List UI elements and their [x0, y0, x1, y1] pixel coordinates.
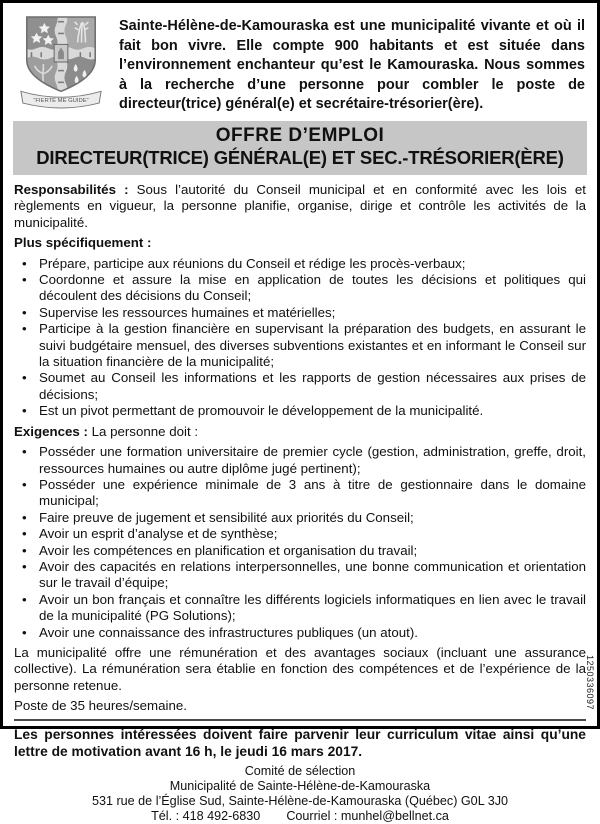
list-item: • Avoir un bon français et connaître les différents logiciels informatiques en lien avec le travail de la municipalité (PG Solutions); — [14, 592, 586, 625]
crest-motto: “FIERTÉ ME GUIDE” — [33, 98, 89, 105]
ad-body — [3, 182, 597, 824]
list-item: • Coordonne et assure la mise en application de toutes les décisions et politiques qui découlent des décisions du Conseil; — [14, 272, 586, 305]
bullet-icon: • — [22, 444, 27, 460]
contact-phone-email — [14, 809, 586, 824]
contact-address: 531 rue de l’Église Sud, Sainte-Hélène-de-Kamouraska (Québec) G0L 3J0 — [91, 793, 509, 808]
list-item: • Avoir un esprit d’analyse et de synthèse; — [14, 526, 586, 542]
bullet-icon: • — [22, 370, 27, 386]
bullet-icon: • — [22, 509, 27, 525]
contact-email: Courriel : munhel@bellnet.ca — [286, 808, 449, 823]
municipal-coat-of-arms — [17, 13, 105, 116]
list-item: • Est un pivot permettant de promouvoir le développement de la municipalité. — [14, 403, 586, 419]
list-item: • Participe à la gestion financière en supervisant la préparation des budgets, en assurant le suivi budgétaire mensuel, des diverses subventions existantes et en informant le Conseil sur la situation financière de la municipalité; — [14, 321, 586, 370]
classified-ad-number: 1250336097 — [585, 655, 595, 711]
title-banner — [13, 121, 587, 175]
contact-phone: Tél. : 418 492-6830 — [151, 808, 261, 823]
exigences-heading — [14, 424, 586, 440]
bullet-icon: • — [22, 403, 27, 419]
list-item: • Faire preuve de jugement et sensibilité aux priorités du Conseil; — [14, 510, 586, 526]
coat-of-arms-icon — [17, 13, 105, 111]
bullet-icon: • — [22, 558, 27, 574]
list-item: • Posséder une formation universitaire de premier cycle (gestion, administration, greffe, droit, ressources humaines ou autre diplôme jugé pertinent); — [14, 444, 586, 477]
banner-title: OFFRE D’EMPLOI — [215, 125, 385, 146]
exigences-label: Exigences : — [14, 423, 88, 439]
responsabilites-text: Sous l’autorité du Conseil municipal et en conformité avec les lois et règlements en vigueur, la personne planifie, organise, dirige et contrôle les activités de la municipalité. — [14, 182, 586, 230]
bullet-icon: • — [22, 321, 27, 337]
header — [3, 3, 597, 116]
bullet-icon: • — [22, 304, 27, 320]
contact-municipality: Municipalité de Sainte-Hélène-de-Kamouraska — [169, 778, 431, 793]
bullet-icon: • — [22, 591, 27, 607]
list-item: • Avoir les compétences en planification et organisation du travail; — [14, 543, 586, 559]
intro-paragraph: Sainte-Hélène-de-Kamouraska est une municipalité vivante et où il fait bon vivre. Elle compte 900 habitants et est située dans l’environnement enchanteur qu’est le Kamouraska. Nous sommes à la recherche d’une personne pour combler le poste de directeur(trice) général(e) et secrétaire-trésorier(ère). — [119, 18, 585, 112]
list-item: • Avoir des capacités en relations interpersonnelles, une bonne communication et orientation sur le travail d’équipe; — [14, 559, 586, 592]
bullet-icon: • — [22, 255, 27, 271]
bullet-icon: • — [22, 542, 27, 558]
list-item: • Prépare, participe aux réunions du Conseil et rédige les procès-verbaux; — [14, 256, 586, 272]
poste-line: Poste de 35 heures/semaine. — [14, 698, 187, 714]
list-item: • Posséder une expérience minimale de 3 ans à titre de gestionnaire dans le domaine municipal; — [14, 477, 586, 510]
list-item: • Avoir une connaissance des infrastructures publiques (un atout). — [14, 625, 586, 641]
contact-block — [14, 764, 586, 824]
list-item: • Soumet au Conseil les informations et les rapports de gestion nécessaires aux prises de décisions; — [14, 370, 586, 403]
divider-rule — [14, 719, 586, 721]
plus-specifiquement-list — [14, 256, 586, 420]
closing-paragraph: Les personnes intéressées doivent faire parvenir leur curriculum vitae ainsi qu’une lettre de motivation avant 16 h, le jeudi 16 mars 2017. — [14, 726, 586, 759]
bullet-icon: • — [22, 272, 27, 288]
banner-subtitle: DIRECTEUR(TRICE) GÉNÉRAL(E) ET SEC.-TRÉSORIER(ÈRE) — [36, 147, 564, 168]
bullet-icon: • — [22, 624, 27, 640]
plus-specifiquement-heading: Plus spécifiquement : — [14, 235, 152, 251]
exigences-intro: La personne doit : — [91, 423, 199, 439]
list-item: • Supervise les ressources humaines et matérielles; — [14, 305, 586, 321]
bullet-icon: • — [22, 476, 27, 492]
responsabilites-label: Responsabilités : — [14, 182, 129, 197]
bullet-icon: • — [22, 526, 27, 542]
responsabilites-paragraph — [14, 182, 586, 231]
remuneration-paragraph: La municipalité offre une rémunération et des avantages sociaux (incluant une assurance collective). La rémunération sera établie en fonction des compétences et de l’expérience de la personne retenue. — [14, 644, 586, 693]
contact-committee: Comité de sélection — [244, 763, 356, 778]
exigences-list — [14, 444, 586, 641]
